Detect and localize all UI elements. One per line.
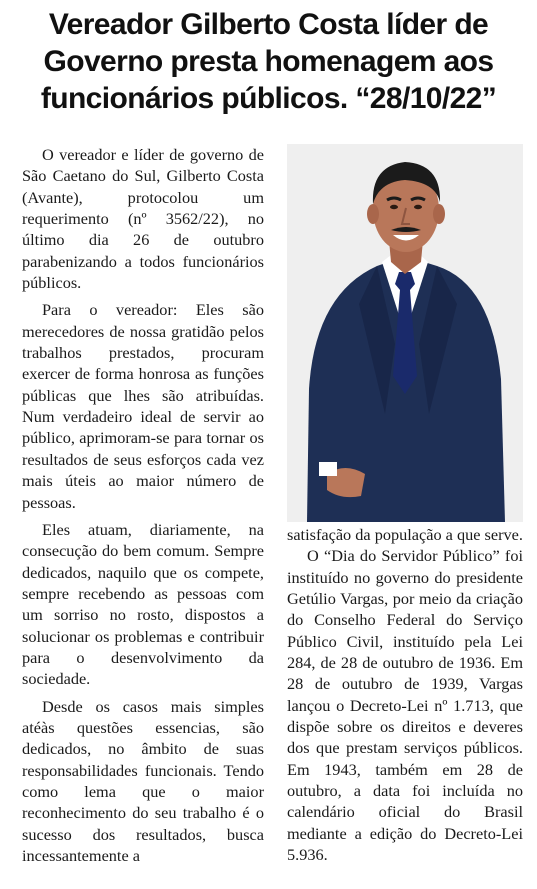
councilman-portrait-photo (287, 144, 523, 522)
paragraph-dedication: Desde os casos mais simples atéàs questões essencias, são dedicados, no âmbito de suas responsabilidades funcionais. Tendo como lema que o maior reconhecimento do seu trabalho é o sucesso dos resultados, busca incessantemente a (22, 696, 264, 865)
paragraph-servant-day-history: O “Dia do Servidor Público” foi instituído no governo do presidente Getúlio Vargas, por meio da criação do Conselho Federal do Serviço Público Civil, instituído pela Lei 284, de 28 de outubro de 1936. Em 28 de outubro de 1939, Vargas lançou o Decreto-Lei nº 1.713, que dispõe sobre os direitos e deveres dos que prestam serviços públicos. Em 1943, também em 28 de outubro, a data foi incluída no calendário oficial do Brasil mediante a edição do Decreto-Lei 5.936. (287, 546, 523, 865)
paragraph-intro: O vereador e líder de governo de São Caetano do Sul, Gilberto Costa (Avante), protocolou um requerimento (nº 3562/22), no último dia 26 de outubro parabenizando a todos funcionários públicos. (22, 145, 264, 293)
paragraph-continuation: satisfação da população a que serve. (287, 525, 523, 544)
paragraph-daily-work: Eles atuam, diariamente, na consecução do bem comum. Sempre dedicados, naquilo que os compete, sempre recebendo as pessoas com um sorriso no rosto, dispostos a solucionar os problemas e contribuir para o desenvolvimento da sociedade. (22, 519, 264, 689)
right-column-text (287, 524, 523, 866)
portrait-photo-icon (287, 144, 523, 522)
article-headline: Vereador Gilberto Costa líder de Governo presta homenagem aos funcionários públicos. “28/10/22” (40, 8, 497, 115)
left-column (22, 144, 264, 872)
paragraph-councilman-quote: Para o vereador: Eles são merecedores de nossa gratidão pelos trabalhos prestados, procuram exercer de forma honrosa as funções públicas que lhes são atribuídas. Num verdadeiro ideal de servir ao público, aprimoram-se para tornar os resultados de seus esforços cada vez mais úteis ao maior número de pessoas. (22, 300, 264, 512)
